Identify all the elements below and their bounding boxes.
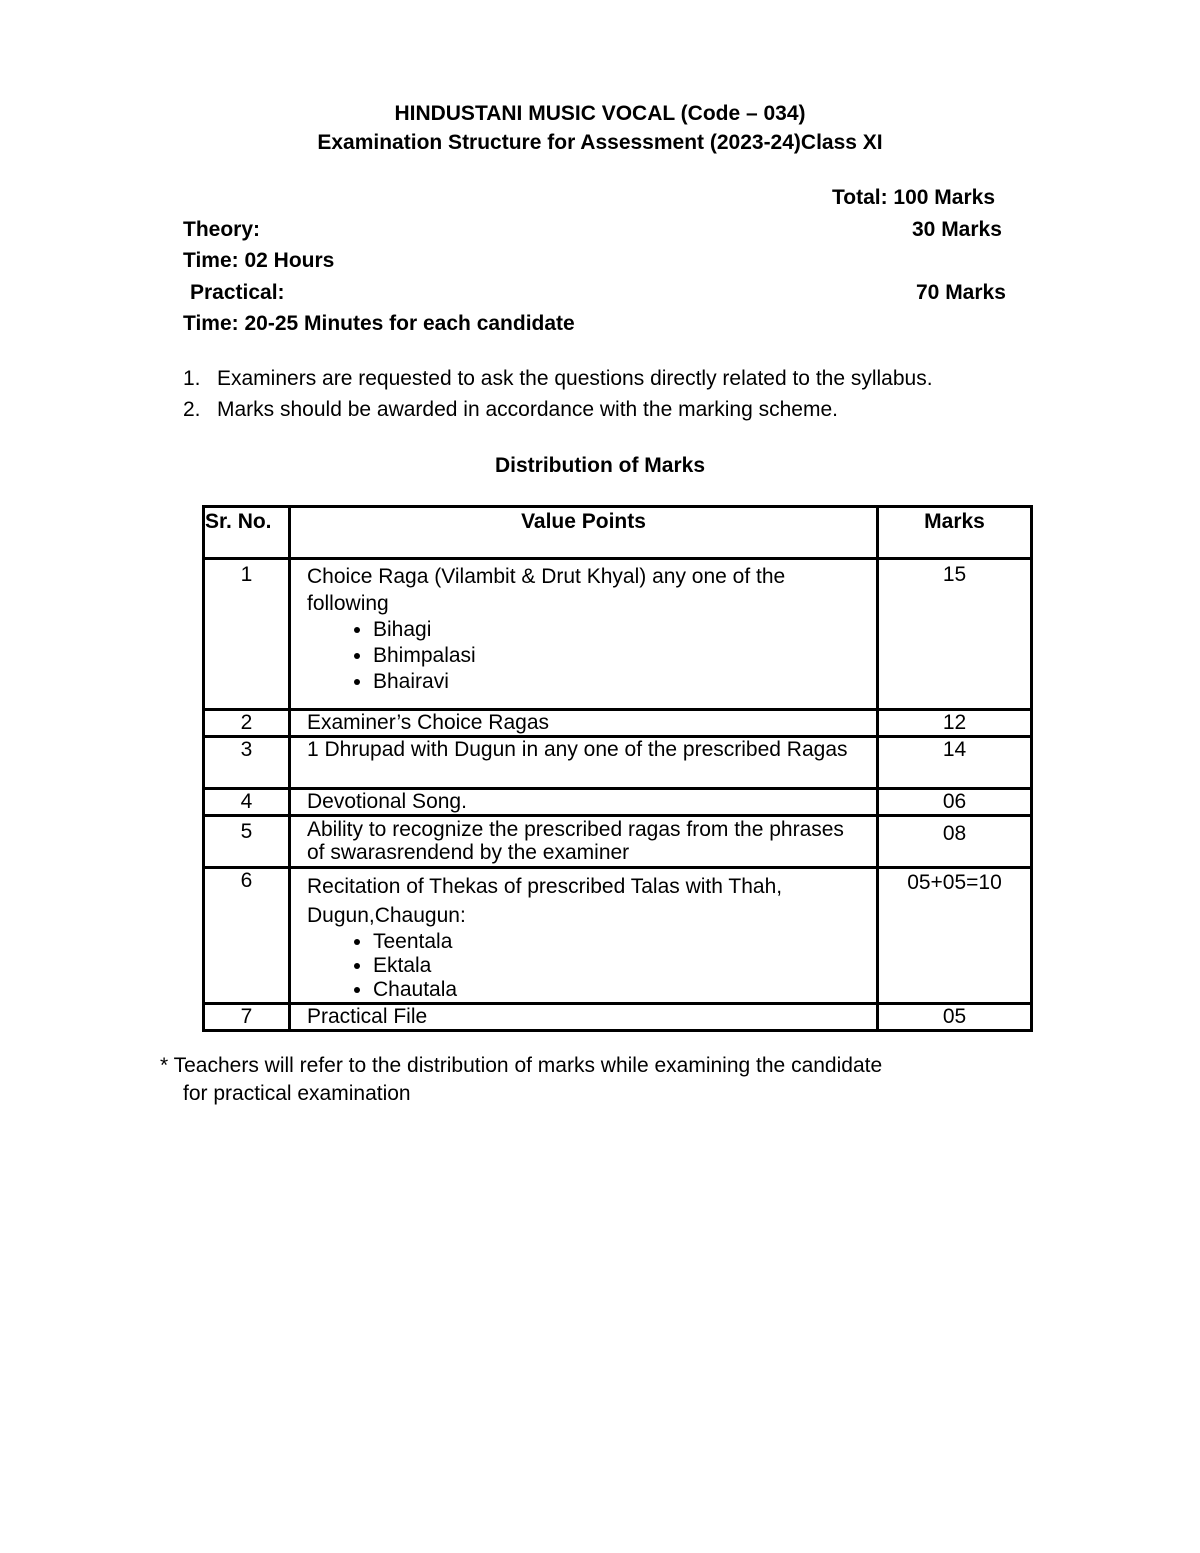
table-row <box>204 868 1032 1004</box>
footnote-line: for practical examination <box>183 1082 411 1105</box>
table-header-row <box>204 507 1032 559</box>
value-points-cell: Devotional Song. <box>290 789 878 816</box>
marks-cell: 05 <box>878 1004 1032 1031</box>
sr-no-cell: 3 <box>204 737 290 789</box>
marks-distribution-table <box>202 505 1033 1032</box>
sr-no-cell: 2 <box>204 710 290 737</box>
list-item: • Teentala <box>373 930 866 954</box>
sr-no-cell: 4 <box>204 789 290 816</box>
column-header-sr-no: Sr. No. <box>204 507 290 559</box>
instruction-number: 1. <box>183 367 201 390</box>
practical-time: Time: 20-25 Minutes for each candidate <box>183 312 575 335</box>
value-points-text: Recitation of Thekas of prescribed Talas with Thah, Dugun,Chaugun: <box>307 875 783 927</box>
instruction-item <box>183 367 933 391</box>
column-header-marks: Marks <box>878 507 1032 559</box>
marks-cell: 08 <box>878 816 1032 868</box>
table-row <box>204 1004 1032 1031</box>
value-points-cell <box>290 868 878 1004</box>
instruction-item <box>183 398 838 422</box>
column-header-value-points: Value Points <box>290 507 878 559</box>
table-row <box>204 789 1032 816</box>
footnote-line: * Teachers will refer to the distribution of marks while examining the candidate <box>160 1054 883 1077</box>
value-points-cell <box>290 559 878 710</box>
list-item: • Chautala <box>373 978 866 1002</box>
raga-list <box>307 617 866 695</box>
instruction-number: 2. <box>183 398 201 421</box>
value-points-cell: 1 Dhrupad with Dugun in any one of the prescribed Ragas <box>290 737 878 789</box>
practical-marks: 70 Marks <box>916 281 1006 304</box>
table-row <box>204 737 1032 789</box>
instruction-text: Marks should be awarded in accordance with the marking scheme. <box>217 398 838 421</box>
sr-no-cell: 6 <box>204 868 290 1004</box>
tala-list <box>307 930 866 1002</box>
marks-cell: 05+05=10 <box>878 868 1032 1004</box>
instruction-text: Examiners are requested to ask the questions directly related to the syllabus. <box>217 367 933 390</box>
document-subtitle: Examination Structure for Assessment (2023-24)Class XI <box>317 131 883 154</box>
theory-label: Theory: <box>183 218 261 241</box>
sr-no-cell: 1 <box>204 559 290 710</box>
marks-cell: 12 <box>878 710 1032 737</box>
document-title: HINDUSTANI MUSIC VOCAL (Code – 034) <box>394 102 806 125</box>
practical-label: Practical: <box>190 281 285 304</box>
list-item: • Ektala <box>373 954 866 978</box>
value-points-cell: Practical File <box>290 1004 878 1031</box>
distribution-heading: Distribution of Marks <box>494 454 705 477</box>
sr-no-cell: 5 <box>204 816 290 868</box>
theory-marks: 30 Marks <box>912 218 1002 241</box>
table-row <box>204 559 1032 710</box>
marks-cell: 14 <box>878 737 1032 789</box>
list-item: • Bhairavi <box>373 669 866 695</box>
theory-time: Time: 02 Hours <box>183 249 335 272</box>
value-points-cell: Ability to recognize the prescribed ragas from the phrases of swarasrendend by the examiner <box>290 816 878 868</box>
value-points-text: Choice Raga (Vilambit & Drut Khyal) any one of the following <box>307 565 786 615</box>
total-marks: Total: 100 Marks <box>832 186 996 209</box>
list-item: • Bihagi <box>373 617 866 643</box>
value-points-cell: Examiner’s Choice Ragas <box>290 710 878 737</box>
table-row <box>204 816 1032 868</box>
sr-no-cell: 7 <box>204 1004 290 1031</box>
table-row <box>204 710 1032 737</box>
marks-cell: 15 <box>878 559 1032 710</box>
marks-cell: 06 <box>878 789 1032 816</box>
list-item: • Bhimpalasi <box>373 643 866 669</box>
